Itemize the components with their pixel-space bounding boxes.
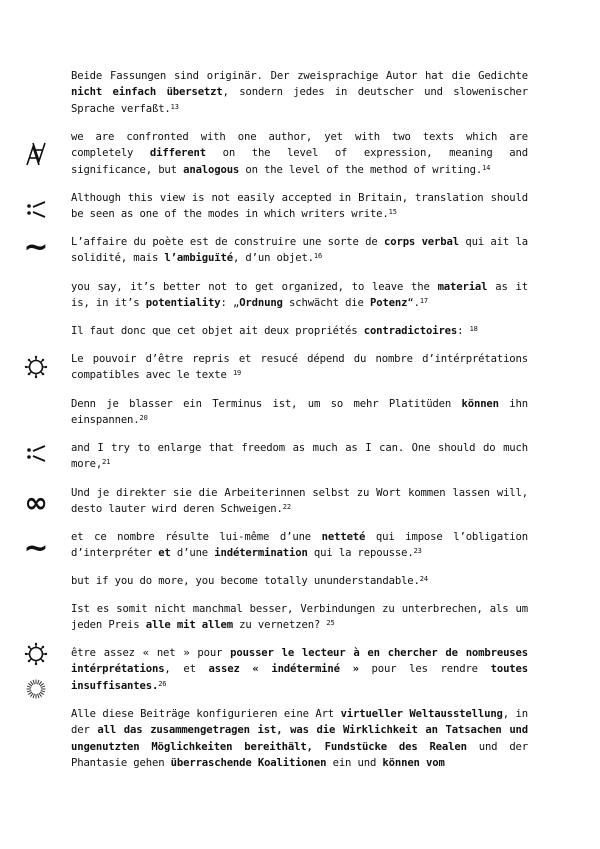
- footnote-ref[interactable]: 19: [232, 369, 242, 378]
- paragraph: [71, 485, 528, 518]
- text: L’affaire du poète est de construire une sorte de: [71, 236, 385, 248]
- text: ein und: [326, 757, 383, 770]
- bold-text: überraschende Koalitionen: [170, 757, 327, 770]
- tilde-icon: ~: [23, 531, 49, 566]
- bold-text: Potenz: [370, 297, 408, 310]
- text: et ce nombre résulte lui-même d’une: [71, 531, 322, 543]
- paragraph: [71, 396, 528, 429]
- paragraph: [71, 440, 528, 473]
- text: être assez « net » pour: [71, 647, 231, 659]
- starburst-icon: [22, 675, 50, 703]
- text: Ist es somit nicht manchmal besser, Verbindungen zu unterbrechen, als um jeden Preis: [71, 603, 528, 632]
- text: d’une: [170, 547, 215, 560]
- text: qui impose l’obligation d’interpréter: [71, 531, 528, 560]
- bold-text: indétermination: [214, 547, 308, 560]
- tilde-icon: ~: [23, 230, 49, 265]
- text: qui la repousse.: [307, 547, 414, 560]
- paragraph: [71, 573, 528, 589]
- footnote-ref[interactable]: 21: [102, 458, 111, 467]
- bold-text: können vom: [382, 757, 445, 770]
- text: “.: [407, 297, 420, 310]
- text: as it is, in it’s: [71, 281, 528, 310]
- bold-text: analogous: [183, 163, 240, 176]
- text: Denn je blasser ein Terminus ist, um so mehr Platitüden: [71, 398, 462, 410]
- bold-text: toutes insuffisantes.: [71, 663, 528, 692]
- text: , sondern jedes in deutscher und slowenischer Sprache verfaßt.: [71, 86, 528, 115]
- bold-text: können: [461, 398, 499, 410]
- text: , et: [164, 663, 209, 676]
- virus-icon: [22, 353, 50, 381]
- bold-text: l’ambiguïté: [164, 252, 233, 265]
- footnote-ref[interactable]: 18: [469, 325, 478, 333]
- virus-icon: [22, 640, 50, 668]
- paragraph: [71, 279, 528, 312]
- paragraph: [71, 323, 528, 339]
- bold-text: all das zusammengetragen ist, was die Wirklichkeit an Tatsachen und ungenutzten Möglichkeiten bereithält, Fundstücke des Realen: [71, 724, 528, 753]
- text: and I try to enlarge that freedom as much as I can. One should do much more,: [71, 442, 528, 471]
- footnote-ref[interactable]: 17: [419, 297, 428, 306]
- bold-text: corps verbal: [384, 236, 459, 248]
- footnote-ref[interactable]: 26: [158, 679, 167, 688]
- text: you say, it’s better not to get organized, to leave the: [71, 281, 438, 293]
- bold-text: alle mit allem: [145, 619, 233, 632]
- paragraph: [71, 234, 528, 267]
- text: Beide Fassungen sind originär. Der zweisprachige Autor hat die Gedichte: [71, 70, 528, 82]
- bold-text: Ordnung: [239, 297, 283, 310]
- text: Alle diese Beiträge konfigurieren eine Art: [71, 708, 341, 720]
- paragraph: [71, 645, 528, 694]
- text: , in der: [71, 708, 528, 737]
- text: : „: [220, 297, 240, 310]
- bold-text: different: [149, 147, 206, 160]
- turned-a-icon: [22, 140, 50, 168]
- footnote-ref[interactable]: 20: [139, 414, 148, 423]
- text: we are confronted with one author, yet with two texts which are completely: [71, 131, 528, 160]
- bold-text: nicht einfach übersetzt: [71, 86, 223, 99]
- paragraph: [71, 129, 528, 178]
- bold-text: potentiality: [145, 297, 221, 310]
- footnote-ref[interactable]: 15: [388, 208, 397, 217]
- footnote-ref[interactable]: 13: [170, 102, 179, 111]
- footnote-ref[interactable]: 24: [419, 575, 428, 583]
- text: :: [457, 325, 470, 337]
- colon-slash-icon: [22, 196, 50, 224]
- text: ihn einspannen.: [71, 398, 528, 427]
- text: pour les rendre: [358, 663, 491, 676]
- text: und der Phantasie gehen: [71, 740, 529, 770]
- text: zu vernetzen?: [232, 619, 327, 632]
- text: qui ait la solidité, mais: [71, 236, 528, 265]
- text: on the level of the method of writing.: [239, 163, 483, 176]
- text: but if you do more, you become totally ununderstandable.: [71, 575, 420, 587]
- text: Although this view is not easily accepted in Britain, translation should be seen as one of the modes in which writers write.: [71, 192, 528, 221]
- footnote-ref[interactable]: 16: [313, 252, 323, 261]
- paragraph: [71, 706, 528, 772]
- colon-slash-icon: [22, 440, 50, 468]
- text: on the level of expression, meaning and significance, but: [71, 147, 528, 176]
- text: , d’un objet.: [232, 252, 314, 265]
- footnote-ref[interactable]: 23: [413, 547, 422, 556]
- footnote-ref[interactable]: 22: [282, 503, 291, 512]
- bold-text: material: [437, 281, 488, 293]
- paragraph: [71, 190, 528, 223]
- bold-text: assez « indéterminé »: [208, 663, 359, 676]
- text: Il faut donc que cet objet ait deux propriétés: [71, 325, 364, 337]
- footnote-ref[interactable]: 14: [482, 163, 491, 172]
- bold-text: contradictoires: [363, 325, 458, 337]
- text: Und je direkter sie die Arbeiterinnen selbst zu Wort kommen lassen will, desto lauter wird deren Schweigen.: [71, 487, 528, 516]
- bold-text: netteté: [321, 531, 366, 543]
- paragraph: [71, 529, 528, 562]
- footnote-ref[interactable]: 25: [326, 619, 335, 628]
- paragraph: [71, 351, 528, 384]
- text: schwächt die: [282, 297, 370, 310]
- infinity-icon: ∞: [24, 486, 48, 519]
- bold-text: pousser le lecteur à en chercher de nombreuses intérprétations: [71, 647, 528, 676]
- paragraph: [71, 68, 528, 117]
- bold-text: et: [158, 547, 171, 560]
- paragraph: [71, 601, 528, 634]
- text: Le pouvoir d’être repris et resucé dépend du nombre d’intérprétations compatibles avec le texte: [71, 353, 528, 382]
- bold-text: virtueller Weltausstellung: [340, 708, 503, 720]
